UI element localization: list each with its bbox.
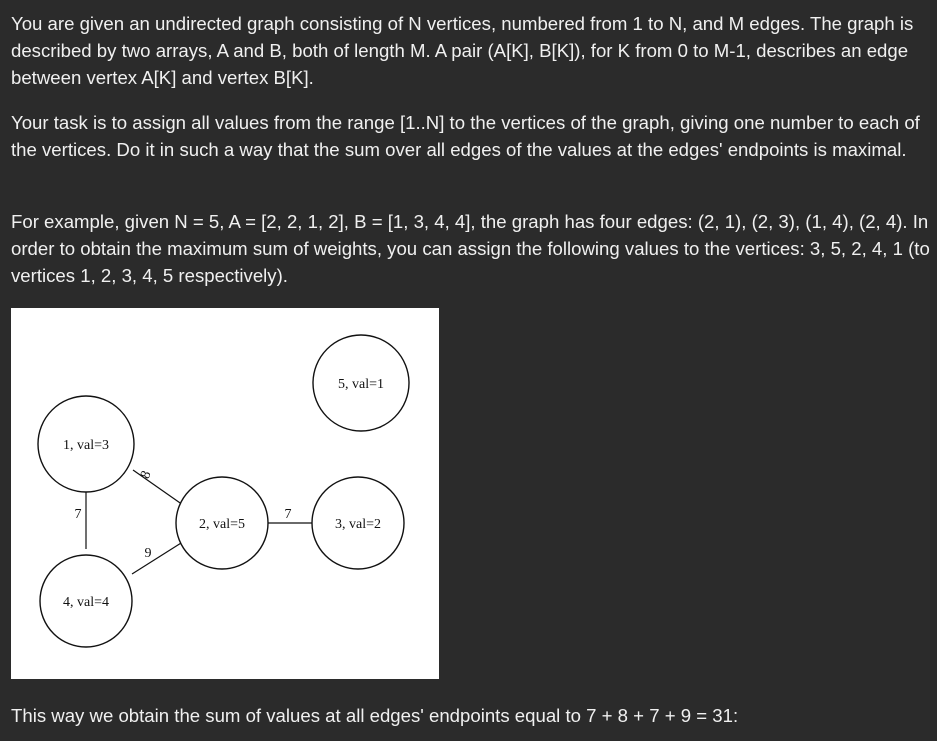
edge-1-4-weight: 7 <box>74 507 82 522</box>
graph-diagram <box>11 308 439 679</box>
node-1 <box>38 396 134 492</box>
edge-1-2-weight: 8 <box>138 468 155 481</box>
node-2-label: 2, val=5 <box>199 517 245 532</box>
edge-2-3-weight: 7 <box>284 507 292 522</box>
node-5-label: 5, val=1 <box>338 377 384 392</box>
task-paragraph: Your task is to assign all values from the range [1..N] to the vertices of the graph, giving one number to each of the vertices. Do it in such a way that the sum over all edges of the values at the edges' endpoints is maximal. <box>11 112 920 160</box>
conclusion-paragraph: This way we obtain the sum of values at all edges' endpoints equal to 7 + 8 + 7 + 9 = 31: <box>11 705 739 726</box>
intro-paragraph: You are given an undirected graph consisting of N vertices, numbered from 1 to N, and M edges. The graph is described by two arrays, A and B, both of length M. A pair (A[K], B[K]), for K from 0 to M-1, describes an edge between vertex A[K] and vertex B[K]. <box>11 13 914 88</box>
node-2 <box>176 477 268 569</box>
node-4-label: 4, val=4 <box>63 595 109 610</box>
node-3-label: 3, val=2 <box>335 517 381 532</box>
node-1-label: 1, val=3 <box>63 438 109 453</box>
graph-figure <box>11 308 439 679</box>
node-5 <box>313 335 409 431</box>
edge-2-4-weight: 9 <box>144 546 152 561</box>
node-3 <box>312 477 404 569</box>
example-paragraph: For example, given N = 5, A = [2, 2, 1, 2], B = [1, 3, 4, 4], the graph has four edges: (2, 1), (2, 3), (1, 4), (2, 4). In order to obtain the maximum sum of weights, you can assign the following values to the vertices: 3, 5, 2, 4, 1 (to vertices 1, 2, 3, 4, 5 respectively). <box>11 211 930 286</box>
node-4 <box>40 555 132 647</box>
